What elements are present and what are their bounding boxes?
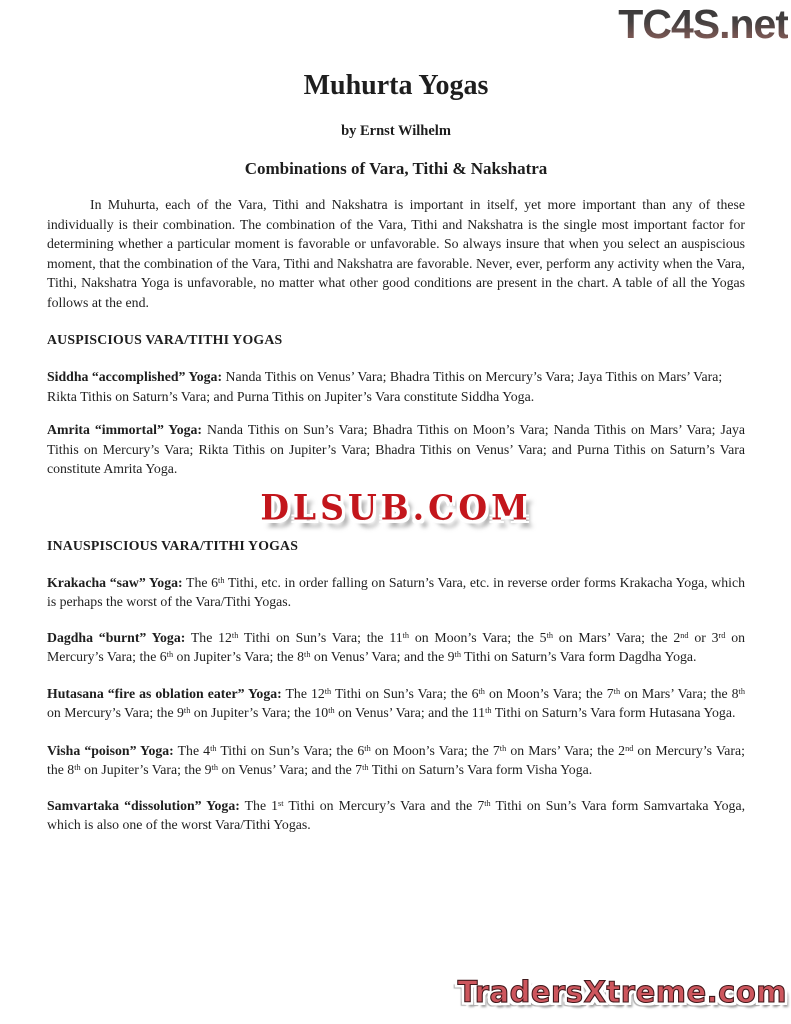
yoga-lead-hutasana: Hutasana “fire as oblation eater” Yoga:	[47, 685, 282, 701]
author-byline: by Ernst Wilhelm	[341, 123, 451, 139]
yoga-body-hutasana: The 12th Tithi on Sun’s Vara; the 6th on Moon’s Vara; the 7th on Mars’ Vara; the 8th on Mercury’s Vara; the 9th on Jupiter’s Vara; the 10th on Venus’ Vara; and the 11th Tithi on Saturn’s Vara form Hutasana Yoga.	[47, 685, 745, 720]
yoga-lead-visha: Visha “poison” Yoga:	[47, 742, 174, 758]
yoga-item-visha	[47, 741, 745, 780]
yoga-item-amrita	[47, 420, 745, 479]
yoga-lead-dagdha: Dagdha “burnt” Yoga:	[47, 629, 186, 645]
yoga-body-dagdha: The 12th Tithi on Sun’s Vara; the 11th on Moon’s Vara; the 5th on Mars’ Vara; the 2nd or 3rd on Mercury’s Vara; the 6th on Jupiter’s Vara; the 8th on Venus’ Vara; and the 9th Tithi on Saturn’s Vara form Dagdha Yoga.	[47, 629, 745, 664]
yoga-lead-siddha: Siddha “accomplished” Yoga:	[47, 369, 223, 384]
page-title: Muhurta Yogas	[303, 70, 489, 101]
yoga-body-visha: The 4th Tithi on Sun’s Vara; the 6th on Moon’s Vara; the 7th on Mars’ Vara; the 2nd on Mercury’s Vara; the 8th on Jupiter’s Vara; the 9th on Venus’ Vara; and the 7th Tithi on Saturn’s Vara form Visha Yoga.	[47, 742, 745, 777]
document-subtitle: Combinations of Vara, Tithi & Nakshatra	[244, 159, 548, 178]
section-heading-auspiscious: AUSPISCIOUS VARA/TITHI YOGAS	[47, 332, 283, 347]
tc4s-watermark-logo: TC4S.net	[618, 1, 788, 47]
yoga-lead-samvartaka: Samvartaka “dissolution” Yoga:	[47, 797, 240, 813]
yoga-body-samvartaka: The 1st Tithi on Mercury’s Vara and the 7th Tithi on Sun’s Vara form Samvartaka Yoga, which is also one of the worst Vara/Tithi Yogas.	[47, 797, 746, 832]
dlsub-watermark-logo: DLSUB.COM	[260, 486, 532, 528]
yoga-item-dagdha	[47, 628, 745, 667]
yoga-body-siddha: Nanda Tithis on Venus’ Vara; Bhadra Tithis on Mercury’s Vara; Jaya Tithis on Mars’ Vara; Rikta Tithis on Saturn’s Vara; and Purna Tithis on Jupiter’s Vara constitute Siddha Yoga.	[47, 369, 723, 404]
yoga-body-amrita: Nanda Tithis on Sun’s Vara; Bhadra Tithis on Moon’s Vara; Nanda Tithis on Mars’ Vara; Jaya Tithis on Mercury’s Vara; Rikta Tithis on Jupiter’s Vara; Bhadra Tithis on Venus’ Vara; and Purna Tithis on Saturn’s Vara constitute Amrita Yoga.	[47, 422, 745, 476]
section-heading-inauspiscious: INAUSPISCIOUS VARA/TITHI YOGAS	[47, 537, 299, 553]
yoga-item-krakacha	[47, 573, 745, 612]
intro-paragraph: In Muhurta, each of the Vara, Tithi and Nakshatra is important in itself, yet more important than any of these individually is their combination. The combination of the Vara, Tithi and Nakshatra is the single most important factor for determining whether a particular moment is favorable or unfavorable. So always insure that when you select an auspiscious moment, that the combination of the Vara, Tithi and Nakshatra are favorable. Never, ever, perform any activity when the Vara, Tithi, Nakshatra Yoga is unfavorable, no matter what other good conditions are present in the chart. A table of all the Yogas follows at the end.	[47, 197, 745, 310]
document-content	[47, 0, 745, 835]
yoga-item-siddha	[47, 367, 745, 406]
yoga-lead-krakacha: Krakacha “saw” Yoga:	[47, 574, 183, 590]
yoga-lead-amrita: Amrita “immortal” Yoga:	[47, 422, 203, 437]
yoga-item-hutasana	[47, 684, 745, 723]
yoga-body-krakacha: The 6th Tithi, etc. in order falling on Saturn’s Vara, etc. in reverse order forms Krakacha Yoga, which is perhaps the worst of the Vara/Tithi Yogas.	[47, 574, 745, 609]
tradersxtreme-watermark-logo: TradersXtreme.com	[457, 975, 787, 1009]
dlsub-watermark-container	[47, 484, 745, 536]
yoga-item-samvartaka	[47, 796, 745, 835]
